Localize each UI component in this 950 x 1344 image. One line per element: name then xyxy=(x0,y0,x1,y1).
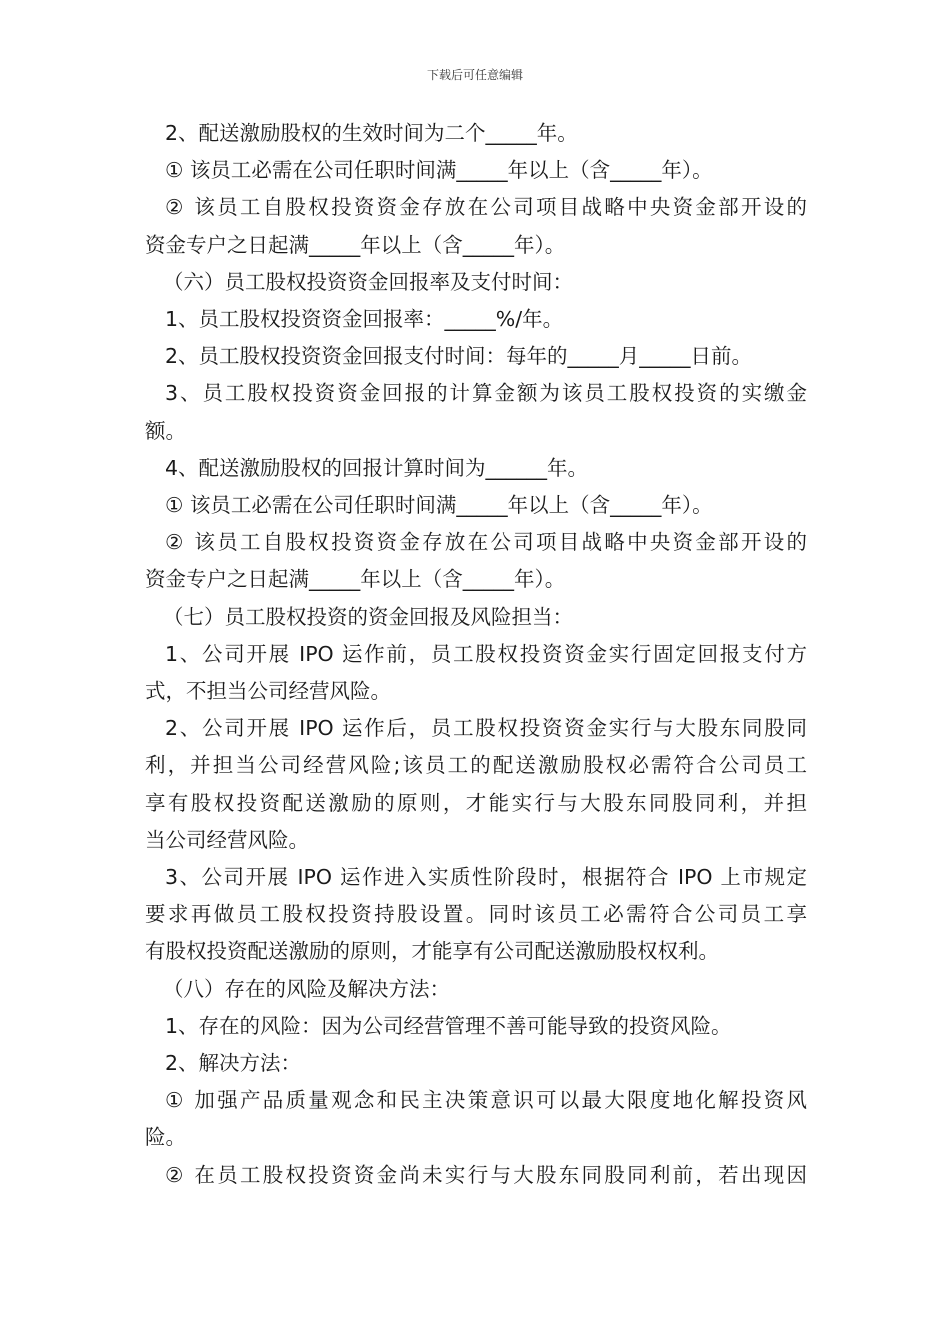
text-line: （八）存在的风险及解决方法： xyxy=(163,976,450,1001)
text-line: 险。 xyxy=(145,1125,186,1150)
text-line: ① 该员工必需在公司任职时间满_____年以上（含_____年）。 xyxy=(165,158,713,183)
text-line: ② 在员工股权投资资金尚未实行与大股东同股同利前，若出现因 xyxy=(165,1162,807,1187)
text-line: 2、员工股权投资资金回报支付时间：每年的_____月_____日前。 xyxy=(165,344,753,369)
text-line: 资金专户之日起满_____年以上（含_____年）。 xyxy=(145,567,566,592)
text-line: （七）员工股权投资的资金回报及风险担当： xyxy=(163,604,573,629)
text-line: 享有股权投资配送激励的原则，才能实行与大股东同股同利，并担 xyxy=(145,790,807,815)
text-line: ① 加强产品质量观念和民主决策意识可以最大限度地化解投资风 xyxy=(165,1088,807,1113)
text-line: 2、公司开展 IPO 运作后，员工股权投资资金实行与大股东同股同 xyxy=(165,716,807,741)
text-line: 3、公司开展 IPO 运作进入实质性阶段时，根据符合 IPO 上市规定 xyxy=(165,865,807,890)
text-line: ② 该员工自股权投资资金存放在公司项目战略中央资金部开设的 xyxy=(165,195,807,220)
text-line: 2、解决方法： xyxy=(165,1051,302,1076)
text-line: 额。 xyxy=(145,418,186,443)
text-line: ① 该员工必需在公司任职时间满_____年以上（含_____年）。 xyxy=(165,493,713,518)
text-line: 3、员工股权投资资金回报的计算金额为该员工股权投资的实缴金 xyxy=(165,381,807,406)
text-line: 2、配送激励股权的生效时间为二个_____年。 xyxy=(165,121,578,145)
text-line: 式，不担当公司经营风险。 xyxy=(145,679,391,704)
text-line: 当公司经营风险。 xyxy=(145,827,309,852)
text-line: 4、配送激励股权的回报计算时间为______年。 xyxy=(165,455,589,480)
page-header: 下载后可任意编辑 xyxy=(426,68,523,82)
text-line: ② 该员工自股权投资资金存放在公司项目战略中央资金部开设的 xyxy=(165,530,807,555)
text-line: 1、存在的风险：因为公司经营管理不善可能导致的投资风险。 xyxy=(165,1013,732,1038)
text-line: 1、公司开展 IPO 运作前，员工股权投资资金实行固定回报支付方 xyxy=(165,641,807,666)
text-line: 有股权投资配送激励的原则，才能享有公司配送激励股权权利。 xyxy=(145,939,719,964)
text-line: （六）员工股权投资资金回报率及支付时间： xyxy=(163,269,573,294)
text-line: 利，并担当公司经营风险;该员工的配送激励股权必需符合公司员工 xyxy=(145,753,807,778)
text-line: 资金专户之日起满_____年以上（含_____年）。 xyxy=(145,232,566,257)
document-body xyxy=(145,115,807,1194)
text-line: 1、员工股权投资资金回报率：_____%/年。 xyxy=(165,307,564,332)
text-line: 要求再做员工股权投资持股设置。同时该员工必需符合公司员工享 xyxy=(145,902,807,927)
